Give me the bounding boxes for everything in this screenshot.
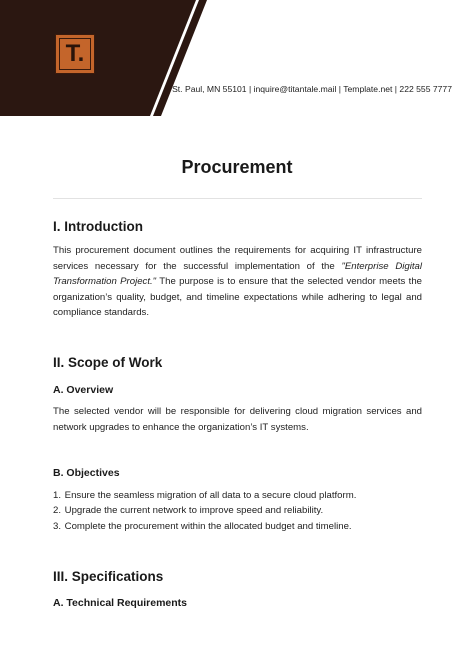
- list-item: [53, 503, 422, 518]
- list-text: Upgrade the current network to improve speed and reliability.: [64, 505, 324, 517]
- section-heading-scope: II. Scope of Work: [53, 355, 163, 370]
- overview-paragraph: The selected vendor will be responsible for delivering cloud migration services and network upgrades to enhance the organization’s IT systems.: [53, 406, 422, 433]
- list-item: [53, 519, 422, 534]
- list-number: 2.: [53, 505, 62, 517]
- header-banner: [0, 0, 474, 116]
- introduction-text-end: The purpose is to ensure that the selected vendor meets the organization’s quality, budget, and timeline expectations while adhering to legal and compliance standards.: [53, 276, 422, 319]
- page-title: Procurement: [181, 157, 293, 177]
- section-heading-specifications: III. Specifications: [53, 569, 164, 584]
- title-divider: [53, 198, 422, 199]
- company-logo: [55, 34, 95, 74]
- section-heading-introduction: I. Introduction: [53, 219, 143, 234]
- objectives-list: [53, 488, 422, 534]
- subheading-technical-requirements: A. Technical Requirements: [53, 597, 188, 609]
- contact-info: St. Paul, MN 55101 | inquire@titantale.mail | Template.net | 222 555 7777: [172, 84, 452, 94]
- list-text: Ensure the seamless migration of all data to a secure cloud platform.: [64, 490, 357, 501]
- list-number: 3.: [53, 520, 62, 532]
- list-item: [53, 488, 422, 503]
- introduction-paragraph: [53, 243, 422, 321]
- project-name: "Enterprise Digital Transformation Project.": [53, 260, 422, 288]
- subheading-objectives: B. Objectives: [53, 467, 120, 479]
- logo-letter: T.: [59, 38, 91, 70]
- subheading-overview: A. Overview: [53, 384, 114, 396]
- introduction-text-start: This procurement document outlines the requirements for acquiring IT infrastructure services necessary for the successful implementation of the: [53, 245, 422, 272]
- list-text: Complete the procurement within the allocated budget and timeline.: [64, 520, 352, 532]
- list-number: 1.: [53, 490, 62, 501]
